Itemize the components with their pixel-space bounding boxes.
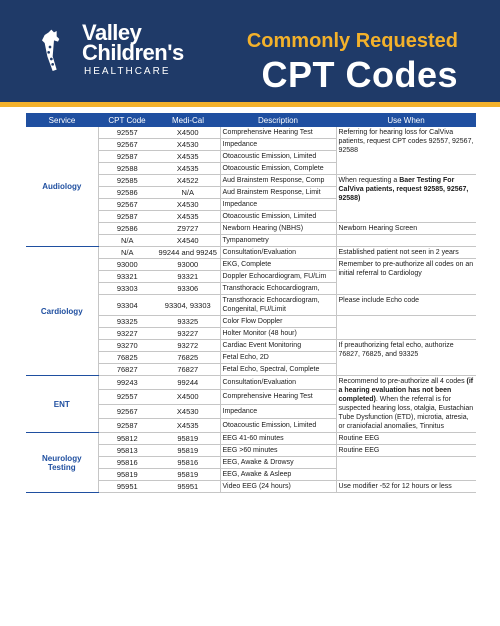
description: Tympanometry: [220, 235, 336, 247]
cpt-code: N/A: [98, 235, 156, 247]
cpt-code: 92587: [98, 418, 156, 432]
use-when: Referring for hearing loss for CalViva patients, request CPT codes 92557, 92567, 92588: [336, 127, 476, 175]
medi-cal-code: X4522: [156, 175, 220, 187]
use-when-text: . When the referral is for suspected hearing loss, otalgia, Eustachian Tube Dysfunction (ETD), microtia, atresia, or craniofacial anomalies, Tinnitus: [338, 396, 474, 430]
cpt-code: 92567: [98, 139, 156, 151]
use-when: Newborn Hearing Screen: [336, 223, 476, 235]
cpt-code: 76827: [98, 364, 156, 376]
cpt-code: 93321: [98, 271, 156, 283]
cpt-code: 93304: [98, 295, 156, 316]
column-header: CPT Code: [98, 113, 156, 127]
medi-cal-code: 93304, 93303: [156, 295, 220, 316]
description: Otoacoustic Emission, Limited: [220, 151, 336, 163]
medi-cal-code: 93000: [156, 259, 220, 271]
gold-divider: [0, 102, 500, 107]
use-when: Routine EEG: [336, 445, 476, 457]
use-when: [336, 457, 476, 481]
medi-cal-code: X4530: [156, 404, 220, 418]
description: Cardiac Event Monitoring: [220, 340, 336, 352]
medi-cal-code: N/A: [156, 187, 220, 199]
medi-cal-code: X4535: [156, 211, 220, 223]
medi-cal-code: 93325: [156, 316, 220, 328]
use-when: Established patient not seen in 2 years: [336, 247, 476, 259]
medi-cal-code: 95816: [156, 457, 220, 469]
cpt-code: 92587: [98, 151, 156, 163]
cpt-code: 92567: [98, 199, 156, 211]
description: Impedance: [220, 139, 336, 151]
use-when: [336, 175, 476, 223]
description: EEG, Awake & Asleep: [220, 469, 336, 481]
medi-cal-code: 95819: [156, 445, 220, 457]
description: Comprehensive Hearing Test: [220, 127, 336, 139]
cpt-code: 99243: [98, 376, 156, 390]
column-header: Service: [26, 113, 98, 127]
medi-cal-code: 93321: [156, 271, 220, 283]
description: EKG, Complete: [220, 259, 336, 271]
description: EEG >60 minutes: [220, 445, 336, 457]
description: Aud Brainstem Response, Limit: [220, 187, 336, 199]
logo-name-line3: HEALTHCARE: [84, 66, 171, 77]
use-when: If preauthorizing fetal echo, authorize 76827, 76825, and 93325: [336, 340, 476, 376]
medi-cal-code: 93272: [156, 340, 220, 352]
cpt-code: 95819: [98, 469, 156, 481]
use-when: Routine EEG: [336, 433, 476, 445]
column-header: Medi-Cal: [156, 113, 220, 127]
logo-name-line2: Children's: [82, 40, 184, 65]
medi-cal-code: X4500: [156, 390, 220, 404]
cpt-code: 92557: [98, 127, 156, 139]
description: Fetal Echo, 2D: [220, 352, 336, 364]
cpt-code: 95951: [98, 481, 156, 493]
description: Holter Monitor (48 hour): [220, 328, 336, 340]
medi-cal-code: 95951: [156, 481, 220, 493]
description: Transthoracic Echocardiogram,: [220, 283, 336, 295]
logo-name-line1: Valley: [82, 20, 142, 45]
service-name: ENT: [26, 376, 98, 433]
medi-cal-code: X4540: [156, 235, 220, 247]
medi-cal-code: X4500: [156, 127, 220, 139]
description: Aud Brainstem Response, Comp: [220, 175, 336, 187]
title-small: Commonly Requested: [246, 30, 458, 52]
description: Impedance: [220, 199, 336, 211]
use-when-bold: Baer Testing For CalViva patients, request 92585, 92567, 92588): [338, 177, 469, 202]
description: EEG, Awake & Drowsy: [220, 457, 336, 469]
cpt-code: 92586: [98, 223, 156, 235]
description: Consultation/Evaluation: [220, 376, 336, 390]
cpt-code: 95816: [98, 457, 156, 469]
table-header-row: [26, 113, 476, 127]
medi-cal-code: 76827: [156, 364, 220, 376]
medi-cal-code: 99244 and 99245: [156, 247, 220, 259]
medi-cal-code: X4530: [156, 139, 220, 151]
description: Video EEG (24 hours): [220, 481, 336, 493]
cpt-code: 92567: [98, 404, 156, 418]
cpt-code: 92587: [98, 211, 156, 223]
cpt-code: 93270: [98, 340, 156, 352]
medi-cal-code: Z9727: [156, 223, 220, 235]
table-row: [26, 433, 476, 445]
medi-cal-code: 95819: [156, 433, 220, 445]
description: Newborn Hearing (NBHS): [220, 223, 336, 235]
table-row: [26, 376, 476, 390]
cpt-code: 95813: [98, 445, 156, 457]
description: Doppler Echocardiogram, FU/Lim: [220, 271, 336, 283]
use-when-text: When requesting a: [338, 177, 400, 184]
description: EEG 41-60 minutes: [220, 433, 336, 445]
medi-cal-code: X4535: [156, 163, 220, 175]
medi-cal-code: 76825: [156, 352, 220, 364]
medi-cal-code: X4535: [156, 151, 220, 163]
description: Impedance: [220, 404, 336, 418]
service-name: Cardiology: [26, 247, 98, 376]
use-when-bold: (if a hearing evaluation has not been completed): [338, 378, 474, 403]
description: Transthoracic Echocardiogram, Congenital, FU/Limit: [220, 295, 336, 316]
use-when-text: Recommend to pre-authorize all 4 codes: [338, 378, 467, 385]
medi-cal-code: 99244: [156, 376, 220, 390]
column-header: Use When: [336, 113, 476, 127]
cpt-code: 93227: [98, 328, 156, 340]
table-row: [26, 247, 476, 259]
use-when: [336, 316, 476, 340]
description: Fetal Echo, Spectral, Complete: [220, 364, 336, 376]
giraffe-logo-icon: [34, 22, 74, 84]
description: Color Flow Doppler: [220, 316, 336, 328]
cpt-code: 92586: [98, 187, 156, 199]
service-name: Neurology Testing: [26, 433, 98, 493]
use-when: [336, 376, 476, 433]
description: Otoacoustic Emission, Complete: [220, 163, 336, 175]
medi-cal-code: 93306: [156, 283, 220, 295]
cpt-code: 76825: [98, 352, 156, 364]
medi-cal-code: X4535: [156, 418, 220, 432]
description: Comprehensive Hearing Test: [220, 390, 336, 404]
cpt-code: 92585: [98, 175, 156, 187]
use-when: Remember to pre-authorize all codes on an initial referral to Cardiology: [336, 259, 476, 295]
cpt-code: N/A: [98, 247, 156, 259]
use-when: Please include Echo code: [336, 295, 476, 316]
cpt-code: 93000: [98, 259, 156, 271]
cpt-code: 95812: [98, 433, 156, 445]
table-row: [26, 127, 476, 139]
use-when: [336, 235, 476, 247]
cpt-code-table: [26, 113, 476, 493]
cpt-code: 92557: [98, 390, 156, 404]
medi-cal-code: 95819: [156, 469, 220, 481]
use-when: Use modifier -52 for 12 hours or less: [336, 481, 476, 493]
cpt-code: 92588: [98, 163, 156, 175]
description: Consultation/Evaluation: [220, 247, 336, 259]
medi-cal-code: 93227: [156, 328, 220, 340]
service-name: Audiology: [26, 127, 98, 247]
description: Otoacoustic Emission, Limited: [220, 418, 336, 432]
column-header: Description: [220, 113, 336, 127]
medi-cal-code: X4530: [156, 199, 220, 211]
description: Otoacoustic Emission, Limited: [220, 211, 336, 223]
title-large: CPT Codes: [261, 54, 458, 95]
cpt-code: 93303: [98, 283, 156, 295]
cpt-code: 93325: [98, 316, 156, 328]
